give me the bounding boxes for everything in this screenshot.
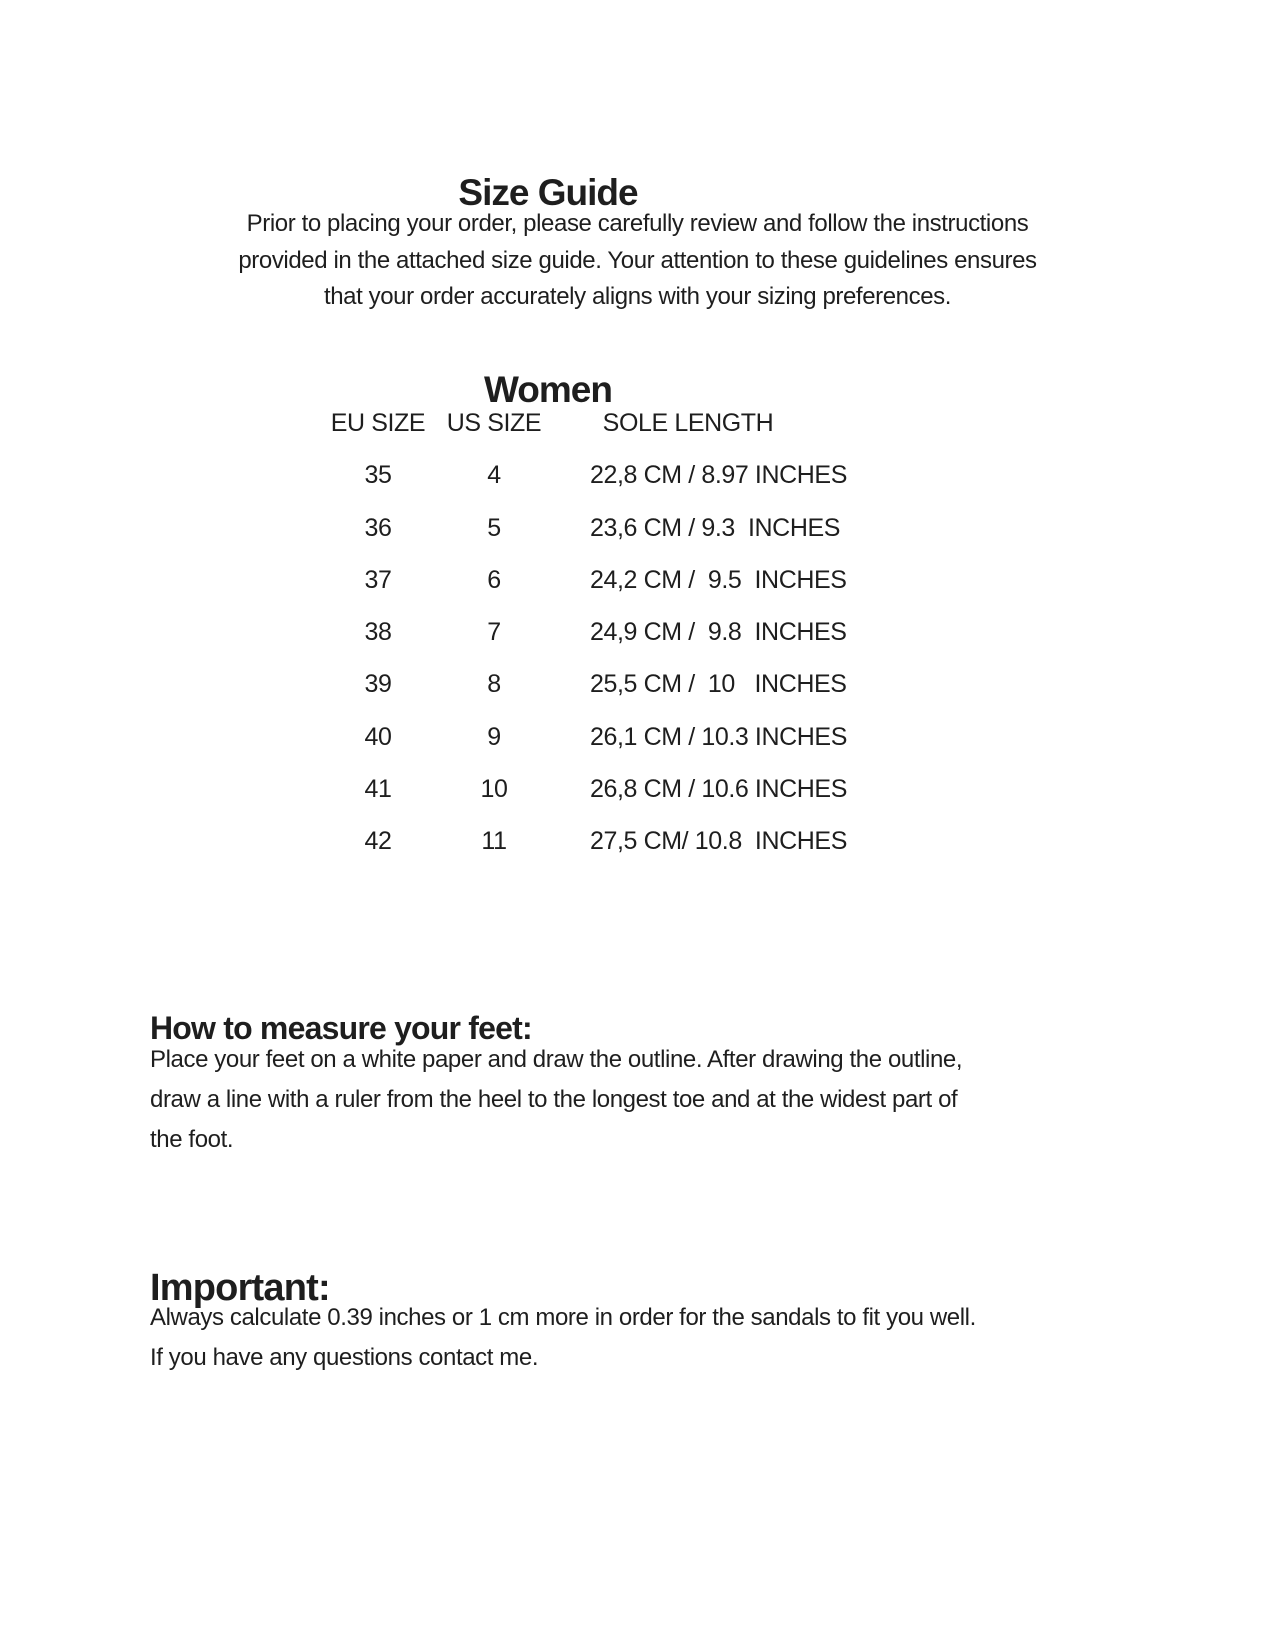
important-paragraph	[150, 1298, 976, 1378]
measure-line: Place your feet on a white paper and draw the outline. After drawing the outline,	[150, 1046, 963, 1073]
us-size-cell: 5	[487, 513, 501, 542]
women-heading: Women	[484, 368, 612, 410]
us-size-cell: 8	[487, 670, 501, 699]
important-line: If you have any questions contact me.	[150, 1344, 539, 1371]
eu-size-cell: 36	[364, 513, 392, 542]
sole-length-cell: 23,6 CM / 9.3 INCHES	[590, 513, 841, 542]
us-size-cell: 11	[481, 827, 507, 856]
sole-length-cell: 22,8 CM / 8.97 INCHES	[590, 461, 847, 490]
table-row	[330, 619, 890, 671]
eu-size-cell: 41	[364, 775, 392, 804]
table-row	[330, 828, 890, 880]
sole-length-cell: 26,8 CM / 10.6 INCHES	[590, 775, 847, 804]
us-size-cell: 4	[487, 461, 501, 490]
eu-size-cell: 40	[364, 722, 392, 751]
us-size-cell: 10	[480, 775, 508, 804]
eu-size-cell: 37	[364, 565, 392, 594]
table-row	[330, 567, 890, 619]
us-size-cell: 7	[487, 618, 501, 647]
us-size-cell: 9	[487, 722, 501, 751]
important-heading: Important:	[150, 1266, 330, 1309]
sole-length-cell: 27,5 CM/ 10.8 INCHES	[590, 827, 847, 856]
table-row	[330, 776, 890, 828]
measure-paragraph	[150, 1040, 962, 1160]
page-title: Size Guide	[458, 171, 638, 213]
sole-length-header: SOLE LENGTH	[602, 409, 774, 437]
sole-length-cell: 25,5 CM / 10 INCHES	[590, 670, 847, 699]
eu-size-cell: 39	[364, 670, 392, 699]
us-size-header: US SIZE	[446, 409, 542, 437]
intro-line: provided in the attached size guide. Your attention to these guidelines ensures	[238, 246, 1037, 274]
intro-line: Prior to placing your order, please carefully review and follow the instructions	[246, 210, 1029, 237]
intro-paragraph	[0, 206, 1275, 316]
table-row	[330, 671, 890, 723]
intro-line: that your order accurately aligns with your sizing preferences.	[323, 283, 952, 310]
important-line: Always calculate 0.39 inches or 1 cm more in order for the sandals to fit you well.	[150, 1304, 976, 1331]
table-row	[330, 462, 890, 514]
eu-size-cell: 42	[364, 827, 392, 856]
sole-length-cell: 26,1 CM / 10.3 INCHES	[590, 722, 847, 751]
table-row	[330, 515, 890, 567]
measure-line: draw a line with a ruler from the heel to the longest toe and at the widest part of	[150, 1086, 958, 1113]
eu-size-header: EU SIZE	[330, 409, 426, 437]
sole-length-cell: 24,2 CM / 9.5 INCHES	[590, 565, 847, 594]
table-row	[330, 724, 890, 776]
us-size-cell: 6	[487, 565, 501, 594]
eu-size-cell: 38	[364, 618, 392, 647]
measure-line: the foot.	[150, 1126, 234, 1153]
size-table	[330, 410, 890, 881]
eu-size-cell: 35	[364, 461, 392, 490]
sole-length-cell: 24,9 CM / 9.8 INCHES	[590, 618, 847, 647]
measure-heading: How to measure your feet:	[150, 1009, 532, 1046]
table-header-row	[330, 410, 890, 462]
